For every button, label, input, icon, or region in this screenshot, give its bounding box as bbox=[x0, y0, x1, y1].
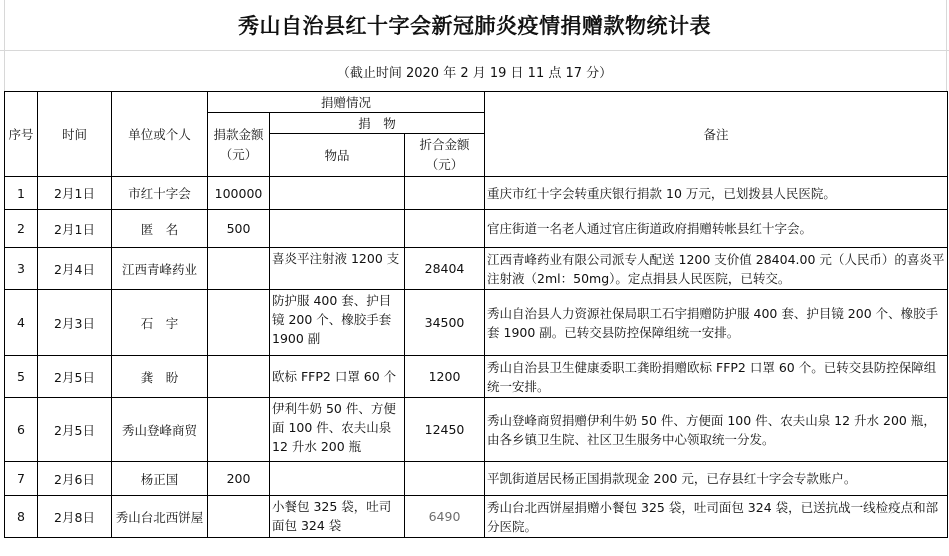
cell-items bbox=[270, 177, 405, 210]
table-row bbox=[5, 462, 948, 496]
cell-money: 100000 bbox=[208, 177, 270, 210]
cell-remark: 平凯街道居民杨正国捐款现金 200 元，已存县红十字会专款账户。 bbox=[485, 462, 948, 496]
header-seq: 序号 bbox=[5, 92, 38, 177]
cell-remark: 重庆市红十字会转重庆银行捐款 10 万元，已划拨县人民医院。 bbox=[485, 177, 948, 210]
cell-time: 2月6日 bbox=[38, 462, 112, 496]
cell-remark: 秀山台北西饼屋捐赠小餐包 325 袋，吐司面包 324 袋，已送抗战一线检疫点和部分医院。 bbox=[485, 496, 948, 538]
cell-donor: 秀山登峰商贸 bbox=[112, 398, 208, 462]
cell-value bbox=[405, 462, 485, 496]
cell-time: 2月8日 bbox=[38, 496, 112, 538]
cell-money: 500 bbox=[208, 210, 270, 248]
cell-time: 2月5日 bbox=[38, 356, 112, 398]
table-row bbox=[5, 496, 948, 538]
cell-items bbox=[270, 462, 405, 496]
cell-value: 12450 bbox=[405, 398, 485, 462]
header-value: 折合金额（元） bbox=[405, 134, 485, 177]
cell-items: 喜炎平注射液 1200 支 bbox=[270, 248, 405, 290]
cell-seq: 8 bbox=[5, 496, 38, 538]
table-row bbox=[5, 290, 948, 356]
cell-money bbox=[208, 496, 270, 538]
cell-remark: 秀山自治县卫生健康委职工龚盼捐赠欧标 FFP2 口罩 60 个。已转交县防控保障组统一安排。 bbox=[485, 356, 948, 398]
cell-seq: 1 bbox=[5, 177, 38, 210]
cell-value bbox=[405, 210, 485, 248]
cell-time: 2月5日 bbox=[38, 398, 112, 462]
cell-donor: 石 宇 bbox=[112, 290, 208, 356]
cell-donor: 秀山台北西饼屋 bbox=[112, 496, 208, 538]
cell-items: 伊利牛奶 50 件、方便面 100 件、农夫山泉 12 升水 200 瓶 bbox=[270, 398, 405, 462]
table-row bbox=[5, 177, 948, 210]
cell-seq: 4 bbox=[5, 290, 38, 356]
cell-money bbox=[208, 398, 270, 462]
cell-value: 6490 bbox=[405, 496, 485, 538]
cell-seq: 7 bbox=[5, 462, 38, 496]
cell-money bbox=[208, 248, 270, 290]
cell-items bbox=[270, 210, 405, 248]
cell-value: 1200 bbox=[405, 356, 485, 398]
cell-items: 小餐包 325 袋，吐司面包 324 袋 bbox=[270, 496, 405, 538]
cell-time: 2月1日 bbox=[38, 177, 112, 210]
table-row bbox=[5, 356, 948, 398]
header-donor: 单位或个人 bbox=[112, 92, 208, 177]
page-title: 秀山自治县红十字会新冠肺炎疫情捐赠款物统计表 bbox=[238, 14, 711, 38]
table-row bbox=[5, 210, 948, 248]
cell-time: 2月1日 bbox=[38, 210, 112, 248]
cell-seq: 3 bbox=[5, 248, 38, 290]
cell-donor: 龚 盼 bbox=[112, 356, 208, 398]
cell-value: 28404 bbox=[405, 248, 485, 290]
cell-value: 34500 bbox=[405, 290, 485, 356]
header-money: 捐款金额（元） bbox=[208, 113, 270, 177]
header-goods: 捐 物 bbox=[270, 113, 485, 134]
table-row bbox=[5, 398, 948, 462]
cell-time: 2月3日 bbox=[38, 290, 112, 356]
header-remark: 备注 bbox=[485, 92, 948, 177]
header-time: 时间 bbox=[38, 92, 112, 177]
header-items: 物品 bbox=[270, 134, 405, 177]
page-subtitle: （截止时间 2020 年 2 月 19 日 11 点 17 分） bbox=[336, 65, 613, 81]
cell-money bbox=[208, 356, 270, 398]
cell-seq: 6 bbox=[5, 398, 38, 462]
cell-value bbox=[405, 177, 485, 210]
cell-donor: 市红十字会 bbox=[112, 177, 208, 210]
cell-seq: 5 bbox=[5, 356, 38, 398]
cell-donor: 江西青峰药业 bbox=[112, 248, 208, 290]
gridline bbox=[0, 50, 949, 51]
table-row bbox=[5, 248, 948, 290]
header-row bbox=[5, 92, 948, 113]
cell-remark: 秀山自治县人力资源社保局职工石宇捐赠防护服 400 套、护目镜 200 个、橡胶手套 1900 副。已转交县防控保障组统一安排。 bbox=[485, 290, 948, 356]
cell-remark: 官庄街道一名老人通过官庄街道政府捐赠转帐县红十字会。 bbox=[485, 210, 948, 248]
cell-donor: 杨正国 bbox=[112, 462, 208, 496]
cell-money bbox=[208, 290, 270, 356]
cell-time: 2月4日 bbox=[38, 248, 112, 290]
cell-donor: 匿 名 bbox=[112, 210, 208, 248]
cell-items: 欧标 FFP2 口罩 60 个 bbox=[270, 356, 405, 398]
cell-remark: 江西青峰药业有限公司派专人配送 1200 支价值 28404.00 元（人民币）的喜炎平注射液（2ml：50mg）。定点捐县人民医院，已转交。 bbox=[485, 248, 948, 290]
cell-remark: 秀山登峰商贸捐赠伊利牛奶 50 件、方便面 100 件、农夫山泉 12 升水 200 瓶，由各乡镇卫生院、社区卫生服务中心领取统一分发。 bbox=[485, 398, 948, 462]
cell-money: 200 bbox=[208, 462, 270, 496]
donation-table bbox=[4, 91, 948, 538]
header-donation-info: 捐赠情况 bbox=[208, 92, 485, 113]
cell-items: 防护服 400 套、护目镜 200 个、橡胶手套 1900 副 bbox=[270, 290, 405, 356]
cell-seq: 2 bbox=[5, 210, 38, 248]
